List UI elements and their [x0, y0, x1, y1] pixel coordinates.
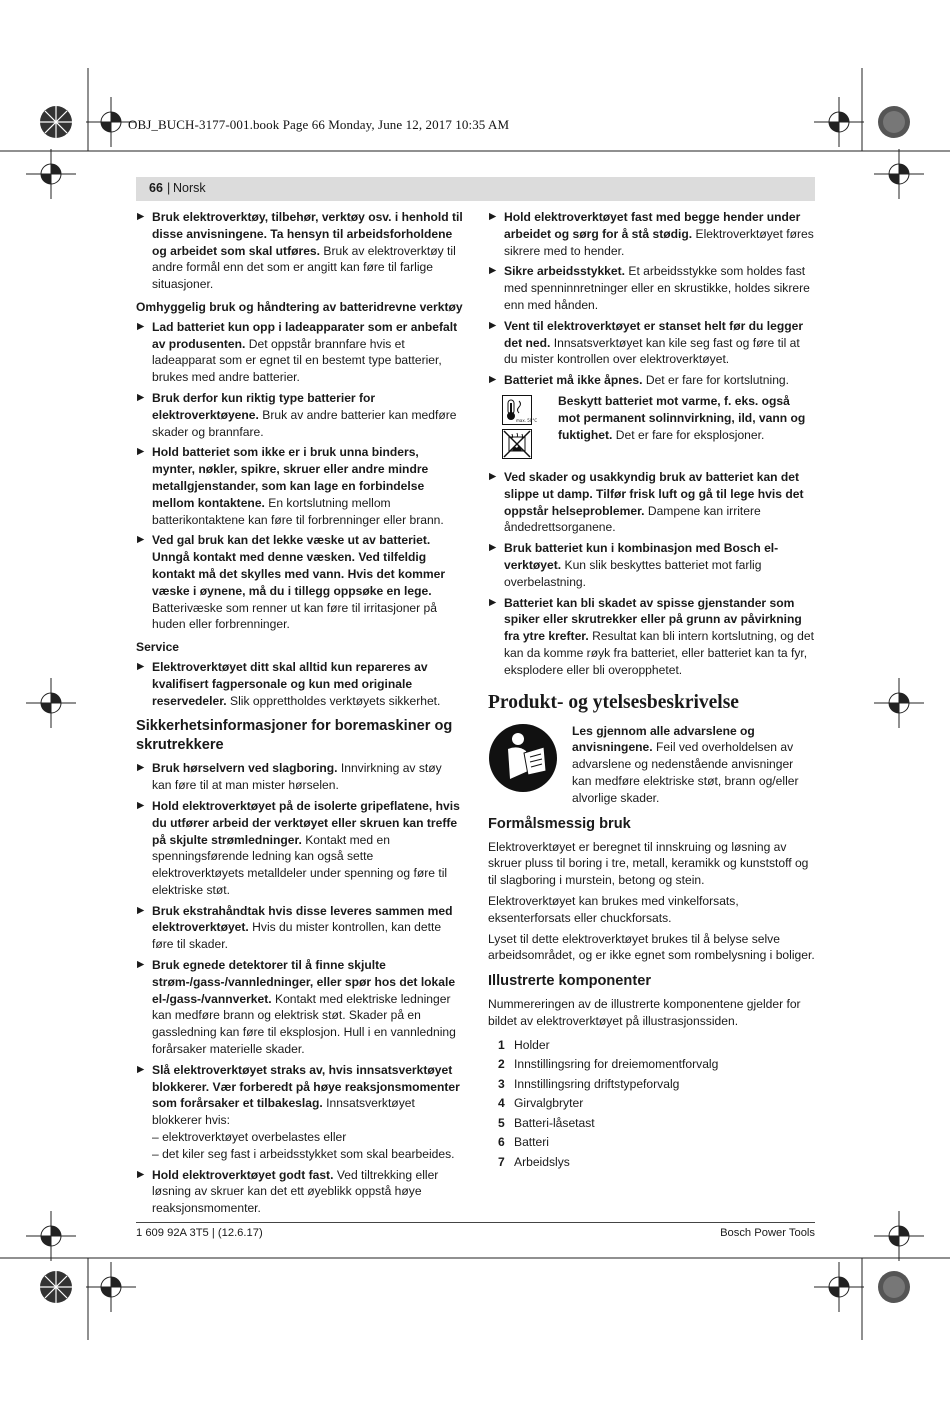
bullet-charge-battery: ▶ Lad batteriet kun opp i ladeapparater som er anbefalt av produsenten. Det oppstår brannfare hvis et ladeapparat som er egnet til en bestemt type batterier, brukes med andre batterier.: [136, 319, 463, 386]
no-water-fire-icon: [502, 429, 532, 459]
list-item: 2 Innstillingsring for dreiemomentforvalg: [498, 1057, 719, 1072]
book-file-line: OBJ_BUCH-3177-001.book Page 66 Monday, June 12, 2017 10:35 AM: [128, 117, 510, 132]
left-column: [136, 209, 463, 1221]
bullet-switch-off-blocking: ▶ Slå elektroverktøyet straks av, hvis innsatsverktøyet blokkerer. Vær forberedt på høye reaksjonsmomenter som forårsaker et tilbakeslag. Innsatsverktøyet blokkerer hvis:: [136, 1062, 463, 1129]
footer-brand: Bosch Power Tools: [720, 1227, 815, 1239]
header-language: Norsk: [173, 181, 206, 195]
bullet-sharp-objects: ▶ Batteriet kan bli skadet av spisse gjenstander som spiker eller skrutrekker eller på grunn av påvirkning fra ytre krefter. Resultat kan bli intern kortslutning, og det kan da komme røyk fra batteriet, eller batteriet kan ta fyr, eksplodere eller bli overopphetet.: [488, 595, 815, 679]
product-description-heading: Produkt- og ytelsesbeskrivelse: [488, 691, 739, 713]
dash-item-wedged: – det kiler seg fast i arbeidsstykket som skal bearbeides.: [152, 1146, 455, 1161]
footer-document-number: 1 609 92A 3T5 | (12.6.17): [136, 1227, 263, 1239]
bullet-detectors: ▶ Bruk egnede detektorer til å finne skjulte strøm-/gass-/vannledninger, eller spør hos det lokale el-/gass-/vannverket. Kontakt med elektriske ledninger kan medføre brann og elektrisk støt. Skader på en gassledning kan føre til eksplosjon. Hull i en vannledning forårsaker materielle skader.: [136, 957, 463, 1058]
footer-rule: [136, 1222, 815, 1223]
intended-use-paragraph-1: Elektroverktøyet er beregnet til innskruing og løsning av skruer pluss til boring i tre, metall, keramikk og kunststoff og til slagboring i murstein, betong og stein.: [488, 839, 809, 888]
page-number: 66: [149, 181, 163, 195]
battery-protect-warning: [488, 393, 815, 463]
bullet-secure-workpiece: ▶ Sikre arbeidsstykket. Et arbeidsstykke som holdes fast med spenninnretninger eller en skrustikke, holdes sikrere enn med hånden.: [488, 263, 815, 313]
bullet-correct-battery: ▶ Bruk derfor kun riktig type batterier for elektroverktøyene. Bruk av andre batterier kan medføre skader og brannfare.: [136, 390, 463, 440]
bullet-vapour: ▶ Ved skader og usakkyndig bruk av batteriet kan det slippe ut damp. Tilfør frisk luft og gå til lege hvis det oppstår helseproblemer. Dampene kan irritere åndedrettsorganene.: [488, 469, 815, 536]
bullet-do-not-open-battery: ▶ Batteriet må ikke åpnes. Det er fare for kortslutning.: [488, 372, 815, 389]
intended-use-heading: Formålsmessig bruk: [488, 815, 631, 832]
bullet-auxiliary-handle: ▶ Bruk ekstrahåndtak hvis disse leveres sammen med elektroverktøyet. Hvis du mister kontrollen, kan dette føre til skader.: [136, 903, 463, 953]
components-heading: Illustrerte komponenter: [488, 973, 651, 990]
right-column: [488, 209, 815, 1172]
battery-protect-text: Beskytt batteriet mot varme, f. eks. også mot permanent solinnvirkning, ild, vann og fuktighet. Det er fare for eksplosjoner.: [558, 393, 806, 442]
header-separator: |: [167, 181, 171, 195]
list-item: 6 Batteri: [498, 1135, 549, 1150]
intended-use-paragraph-3: Lyset til dette elektroverktøyet brukes til å belyse selve arbeidsområdet, og er ikke egnet som rombelysning i boliger.: [488, 931, 815, 963]
bullet-hold-firmly: ▶ Hold elektroverktøyet godt fast. Ved tiltrekking eller løsning av skruer kan det ett øyeblikk oppstå høye reaksjonsmomenter.: [136, 1167, 463, 1217]
bullet-both-hands: ▶ Hold elektroverktøyet fast med begge hender under arbeidet og sørg for å stå stødig. Elektroverktøyet føres sikrere med to hender.: [488, 209, 815, 259]
service-heading: Service: [136, 640, 180, 655]
bullet-insulated-grip: ▶ Hold elektroverktøyet på de isolerte gripeflatene, hvis du utfører arbeid der verktøyet eller skruen kan treffe på skjulte strømledninger. Kontakt med en spenningsførende ledning kan også sette elektroverktøyets metalldeler under spenning og føre til elektriske støt.: [136, 798, 463, 899]
bullet-repair: ▶ Elektroverktøyet ditt skal alltid kun repareres av kvalifisert fagpersonale og kun med originale reservedeler. Slik opprettholdes verktøyets sikkerhet.: [136, 659, 463, 709]
read-instructions-block: [488, 723, 815, 807]
temperature-warning-icon: [502, 395, 538, 425]
bullet-hearing-protection: ▶ Bruk hørselvern ved slagboring. Innvirkning av støy kan føre til at man mister hørselen.: [136, 760, 463, 794]
battery-use-heading: Omhyggelig bruk og håndtering av batteridrevne verktøy: [136, 299, 463, 314]
list-item: 4 Girvalgbryter: [498, 1096, 584, 1111]
list-item: 1 Holder: [498, 1037, 550, 1052]
read-manual-icon: [488, 723, 558, 793]
read-instructions-text: Les gjennom alle advarslene og anvisningene. Feil ved overholdelsen av advarslene og nedenstående anvisninger kan medføre elektriske støt, brann og/eller alvorlige skader.: [572, 723, 799, 805]
bullet-battery-away-metal: ▶ Hold batteriet som ikke er i bruk unna binders, mynter, nøkler, spikre, skruer eller andre mindre metallgjenstander, som kan lage en forbindelse mellom kontaktene. En kortslutning mellom batterikontaktene kan føre til forbrenninger eller brann.: [136, 444, 463, 528]
drill-safety-heading: Sikkerhetsinformasjoner for boremaskiner og skrutrekkere: [136, 718, 453, 754]
components-intro: Nummereringen av de illustrerte komponentene gjelder for bildet av elektroverktøyet på illustrasjonssiden.: [488, 997, 801, 1028]
list-item: 5 Batteri-låsetast: [498, 1115, 595, 1130]
page-header-bar: [136, 177, 815, 201]
temperature-label: max. 50°C: [516, 417, 538, 423]
bullet-use-according-instructions: ▶ Bruk elektroverktøy, tilbehør, verktøy osv. i henhold til disse anvisningene. Ta hensyn til arbeidsforholdene og arbeidet som skal utføres. Bruk av elektroverktøy til andre formål enn det som er angitt kan føre til farlige situasjoner.: [136, 209, 463, 293]
list-item: 3 Innstillingsring driftstypeforvalg: [498, 1076, 680, 1091]
list-item: 7 Arbeidslys: [498, 1154, 570, 1169]
intended-use-paragraph-2: Elektroverktøyet kan brukes med vinkelforsats, eksenterforsats eller chuckforsats.: [488, 893, 739, 925]
components-list: [498, 1036, 815, 1173]
bullet-wait-stop: ▶ Vent til elektroverktøyet er stanset helt før du legger det ned. Innsatsverktøyet kan kile seg fast og føre til at du mister kontrollen over elektroverktøyet.: [488, 318, 815, 368]
bullet-battery-leak: ▶ Ved gal bruk kan det lekke væske ut av batteriet. Unngå kontakt med denne væsken. Ved tilfeldig kontakt må det skylles med vann. Hvis det kommer væske i øynene, må du i tillegg oppsøke en lege. Batterivæske som renner ut kan føre til irritasjoner på huden eller forbrenninger.: [136, 532, 463, 633]
bullet-bosch-only: ▶ Bruk batteriet kun i kombinasjon med Bosch el-verktøyet. Kun slik beskyttes batteriet mot farlig overbelastning.: [488, 540, 815, 590]
dash-item-overload: – elektroverktøyet overbelastes eller: [152, 1130, 347, 1145]
